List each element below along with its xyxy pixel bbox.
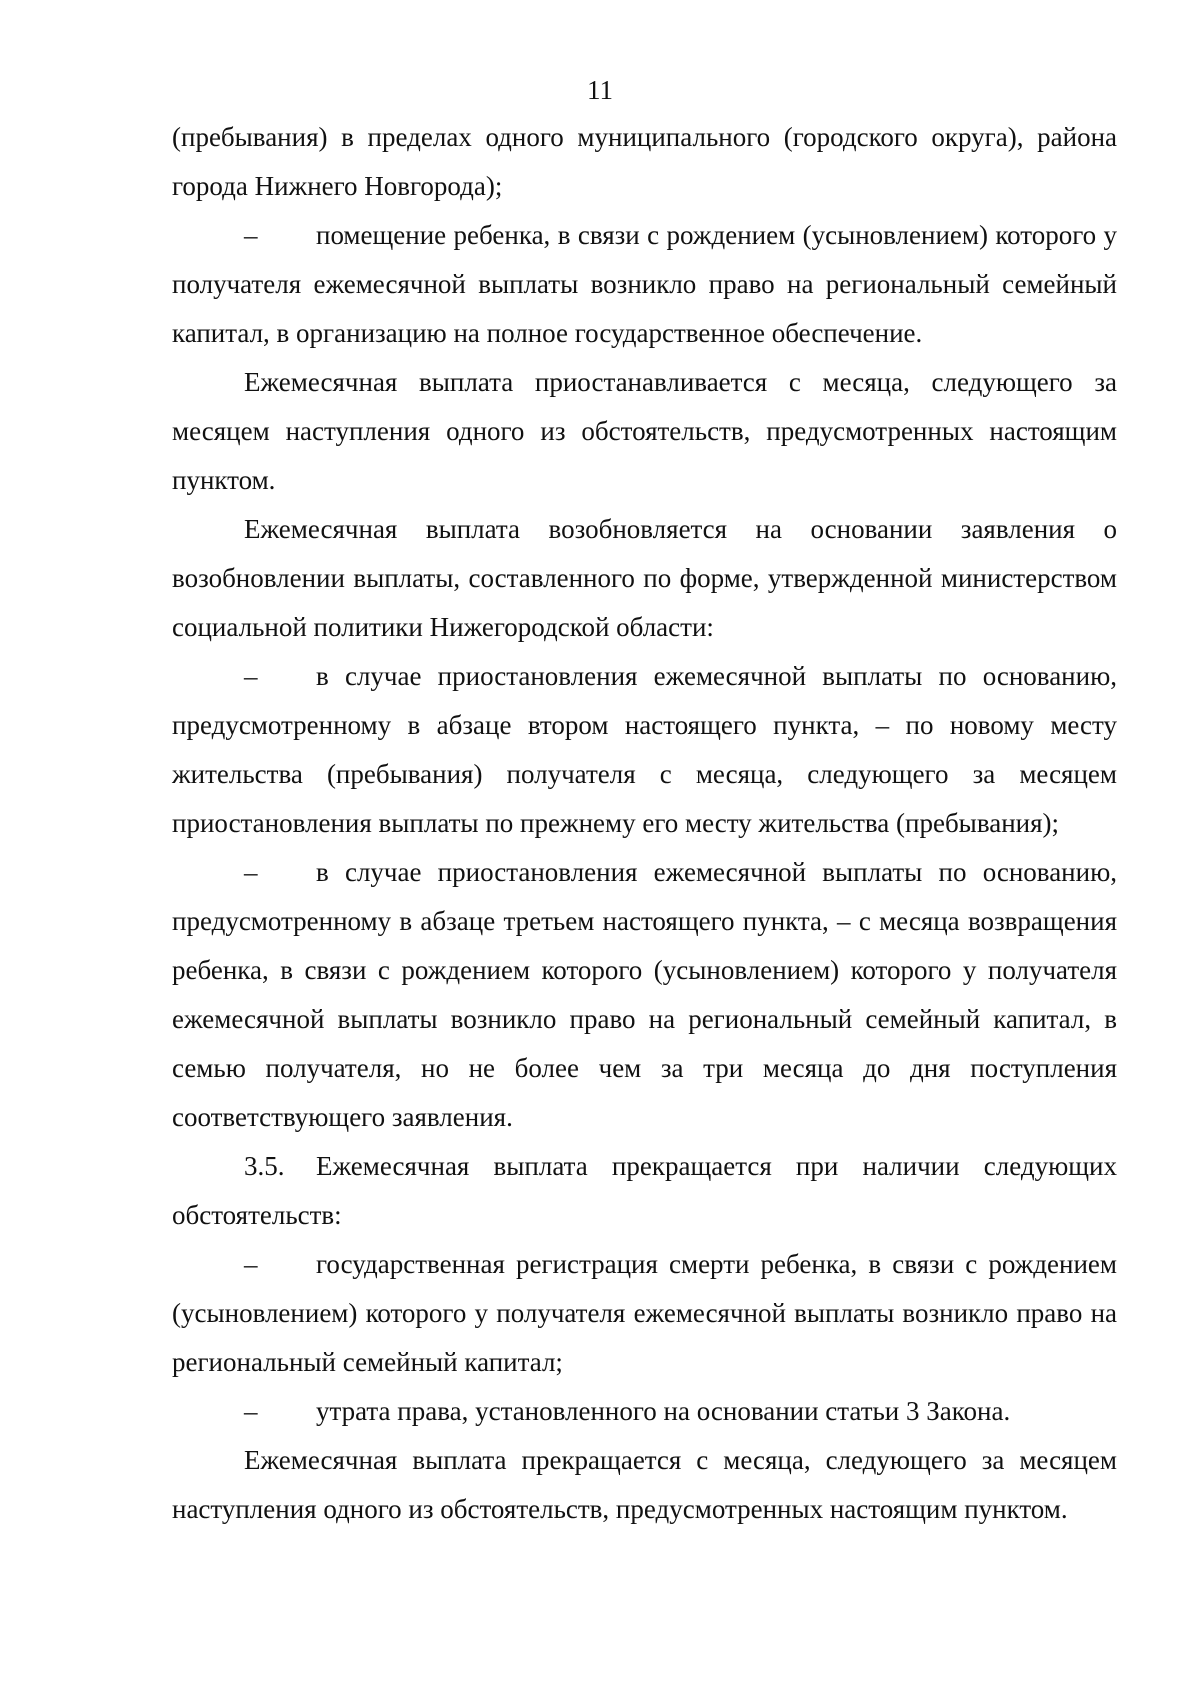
list-item-text: в случае приостановления ежемесячной выплаты по основанию, предусмотренному в абзаце втором настоящего пункта, – по новому месту жительства (пребывания) получателя с месяца, следующего за месяцем приостановления выплаты по прежнему его месту жительства (пребывания); — [172, 661, 1117, 838]
dash-marker: – — [244, 661, 258, 691]
list-item-dash — [172, 652, 1117, 848]
numbered-paragraph — [172, 1142, 1117, 1240]
document-body — [172, 113, 1117, 1534]
paragraph: Ежемесячная выплата прекращается с месяца, следующего за месяцем наступления одного из обстоятельств, предусмотренных настоящим пунктом. — [172, 1445, 1117, 1524]
dash-marker: – — [244, 857, 258, 887]
list-item-text: в случае приостановления ежемесячной выплаты по основанию, предусмотренному в абзаце третьем настоящего пункта, – с месяца возвращения ребенка, в связи с рождением которого (усыновлением) которого у получателя ежемесячной выплаты возникло право на региональный семейный капитал, в семью получателя, но не более чем за три месяца до дня поступления соответствующего заявления. — [172, 857, 1117, 1132]
list-item-text: утрата права, установленного на основании статьи 3 Закона. — [316, 1396, 1011, 1426]
paragraph: Ежемесячная выплата возобновляется на основании заявления о возобновлении выплаты, составленного по форме, утвержденной министерством социальной политики Нижегородской области: — [172, 514, 1117, 642]
page-number: 11 — [587, 75, 613, 105]
list-item-dash — [172, 848, 1117, 1142]
dash-marker: – — [244, 1249, 258, 1279]
list-item-dash — [172, 211, 1117, 358]
list-item-dash — [172, 1240, 1117, 1387]
list-item-text: помещение ребенка, в связи с рождением (усыновлением) которого у получателя ежемесячной выплаты возникло право на региональный семейный капитал, в организацию на полное государственное обеспечение. — [172, 220, 1117, 348]
paragraph-continuation: (пребывания) в пределах одного муниципального (городского округа), района города Нижнего Новгорода); — [172, 122, 1117, 201]
dash-marker: – — [244, 220, 258, 250]
list-item-dash — [172, 1387, 1117, 1436]
clause-text: Ежемесячная выплата прекращается при наличии следующих обстоятельств: — [172, 1151, 1117, 1230]
clause-number: 3.5. — [244, 1151, 285, 1181]
paragraph: Ежемесячная выплата приостанавливается с месяца, следующего за месяцем наступления одного из обстоятельств, предусмотренных настоящим пунктом. — [172, 367, 1117, 495]
list-item-text: государственная регистрация смерти ребенка, в связи с рождением (усыновлением) которого у получателя ежемесячной выплаты возникло право на региональный семейный капитал; — [172, 1249, 1117, 1377]
dash-marker: – — [244, 1396, 258, 1426]
